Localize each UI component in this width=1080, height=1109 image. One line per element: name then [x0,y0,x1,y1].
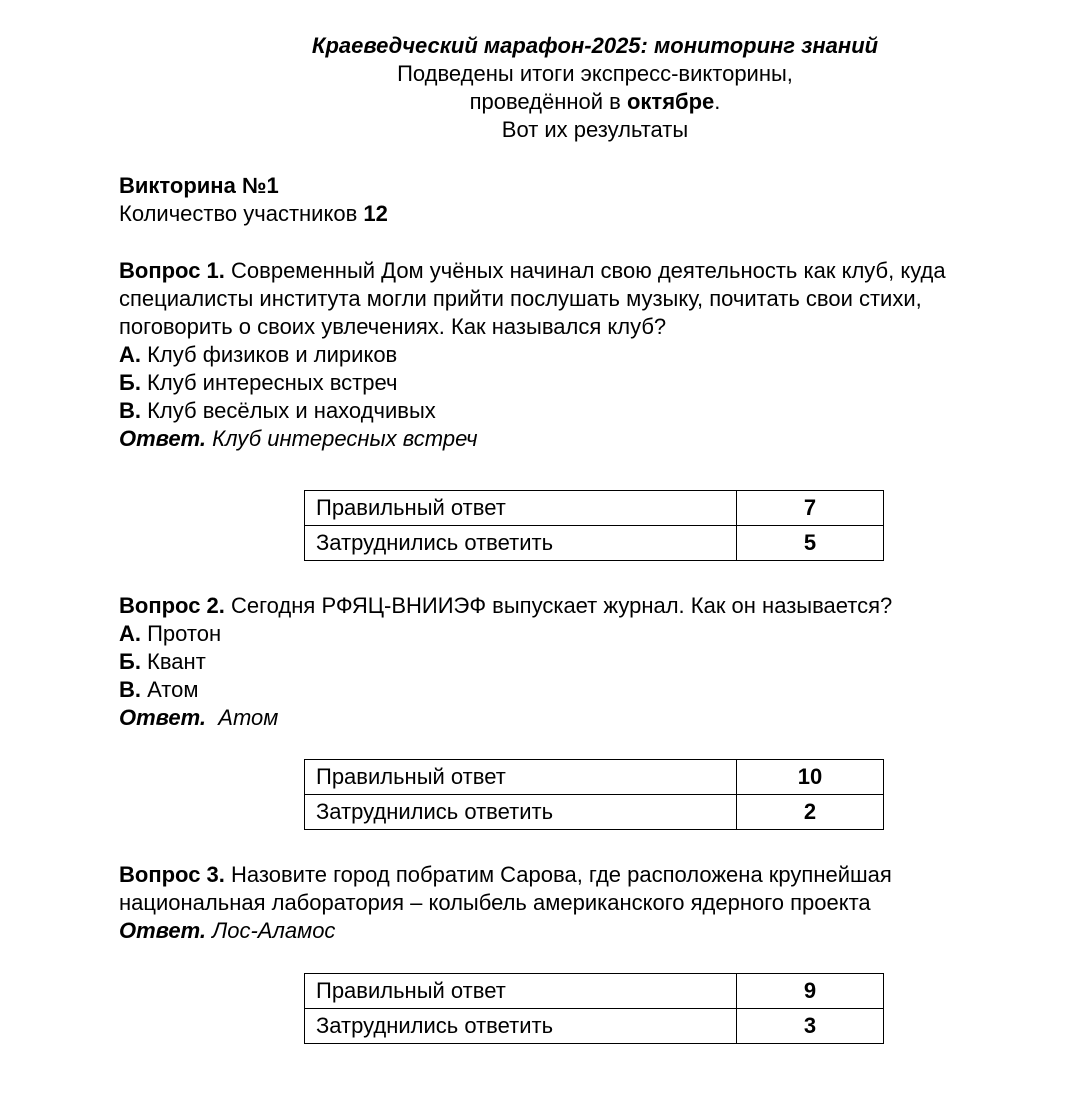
answer-text: Клуб интересных встреч [206,426,478,451]
question-text-line: Вопрос 1. Современный Дом учёных начинал свою деятельность как клуб, куда [119,258,946,283]
participants-count: 12 [363,201,388,226]
question-2 [119,592,1059,732]
question-label: Вопрос 1. [119,258,225,283]
correct-label: Правильный ответ [305,491,737,526]
answer-line [119,425,1059,453]
answer-line [119,917,1059,945]
hard-label: Затруднились ответить [305,1009,737,1044]
table-row [305,760,884,795]
quiz-title: Викторина №1 [119,173,279,198]
month-highlight: октябре [626,89,715,114]
option-a: А. Клуб физиков и лириков [119,342,398,367]
correct-count: 7 [737,491,884,526]
option-c: В. Атом [119,677,199,702]
hard-count: 5 [737,526,884,561]
option-b: Б. Квант [119,649,206,674]
question-text-line: поговорить о своих увлечениях. Как назывался клуб? [119,314,667,339]
correct-count: 9 [737,974,884,1009]
table-row [305,526,884,561]
results-table-2 [304,759,884,830]
question-label: Вопрос 3. [119,862,225,887]
question-text-line: специалисты института могли прийти послушать музыку, почитать свои стихи, [119,286,922,311]
answer-line [119,704,1059,732]
header-line-3: проведённой в октябре. [469,89,721,114]
answer-text: Атом [206,705,279,730]
question-text-line: Вопрос 2. Сегодня РФЯЦ-ВНИИЭФ выпускает журнал. Как он называется? [119,593,893,618]
document-header [0,32,1080,144]
answer-label: Ответ. [119,426,207,451]
quiz-info [119,172,1059,228]
option-c: В. Клуб весёлых и находчивых [119,398,436,423]
header-line-4: Вот их результаты [501,117,689,142]
correct-label: Правильный ответ [305,760,737,795]
header-line-2: Подведены итоги экспресс-викторины, [397,61,793,86]
hard-label: Затруднились ответить [305,526,737,561]
document-title: Краеведческий марафон-2025: мониторинг знаний [311,33,879,58]
hard-count: 3 [737,1009,884,1044]
hard-label: Затруднились ответить [305,795,737,830]
answer-label: Ответ. [119,918,207,943]
participants-line: Количество участников 12 [119,201,388,226]
hard-count: 2 [737,795,884,830]
table-row [305,795,884,830]
results-table-3 [304,973,884,1044]
table-row [305,974,884,1009]
answer-label: Ответ. [119,705,207,730]
correct-label: Правильный ответ [305,974,737,1009]
answer-text: Лос-Аламос [206,918,336,943]
question-1 [119,257,1059,453]
option-a: А. Протон [119,621,222,646]
table-row [305,491,884,526]
results-table-1 [304,490,884,561]
question-3 [119,861,1059,945]
question-text-line: Вопрос 3. Назовите город побратим Сарова, где расположена крупнейшая [119,862,892,887]
option-b: Б. Клуб интересных встреч [119,370,398,395]
question-text-line: национальная лаборатория – колыбель американского ядерного проекта [119,890,871,915]
correct-count: 10 [737,760,884,795]
table-row [305,1009,884,1044]
question-label: Вопрос 2. [119,593,225,618]
